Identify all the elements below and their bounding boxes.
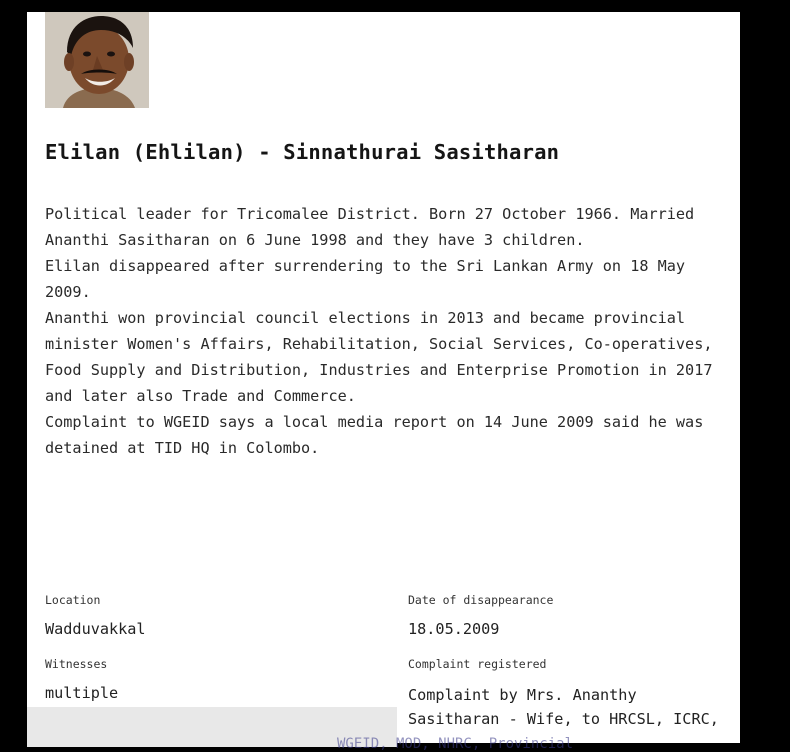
bio-paragraph: Complaint to WGEID says a local media report on 14 June 2009 said he was detained at TID HQ in Colombo. xyxy=(45,413,704,457)
location-label: Location xyxy=(45,593,101,607)
location-value: Wadduvakkal xyxy=(45,620,146,638)
complaint-registered-value: Complaint by Mrs. Ananthy Sasitharan - Wife, to HRCSL, ICRC, xyxy=(408,686,719,728)
witnesses-label: Witnesses xyxy=(45,657,108,671)
bio-paragraph: Elilan disappeared after surrendering to the Sri Lankan Army on 18 May 2009. xyxy=(45,257,686,301)
date-of-disappearance-label: Date of disappearance xyxy=(408,593,554,607)
biography xyxy=(45,201,725,461)
cutoff-text: WGEID, MOD, NHRC, Provincial xyxy=(337,736,574,752)
bio-paragraph: Political leader for Tricomalee District. Born 27 October 1966. Married Ananthi Sasitharan on 6 June 1998 and they have 3 children. xyxy=(45,205,695,249)
person-name-heading: Elilan (Ehlilan) - Sinnathurai Sasitharan xyxy=(45,140,560,164)
profile-photo xyxy=(45,12,149,108)
complaint-registered-label: Complaint registered xyxy=(408,657,547,671)
bio-paragraph: Ananthi won provincial council elections in 2013 and became provincial minister Women's Affairs, Rehabilitation, Social Services, Co-operatives, Food Supply and Distribution, Industries and Enterprise Promotion in 2017 and later also Trade and Commerce. xyxy=(45,309,713,405)
date-of-disappearance-value: 18.05.2009 xyxy=(408,620,500,638)
portrait-photo-icon xyxy=(45,12,149,108)
profile-card xyxy=(27,12,740,752)
witnesses-value: multiple xyxy=(45,684,119,702)
